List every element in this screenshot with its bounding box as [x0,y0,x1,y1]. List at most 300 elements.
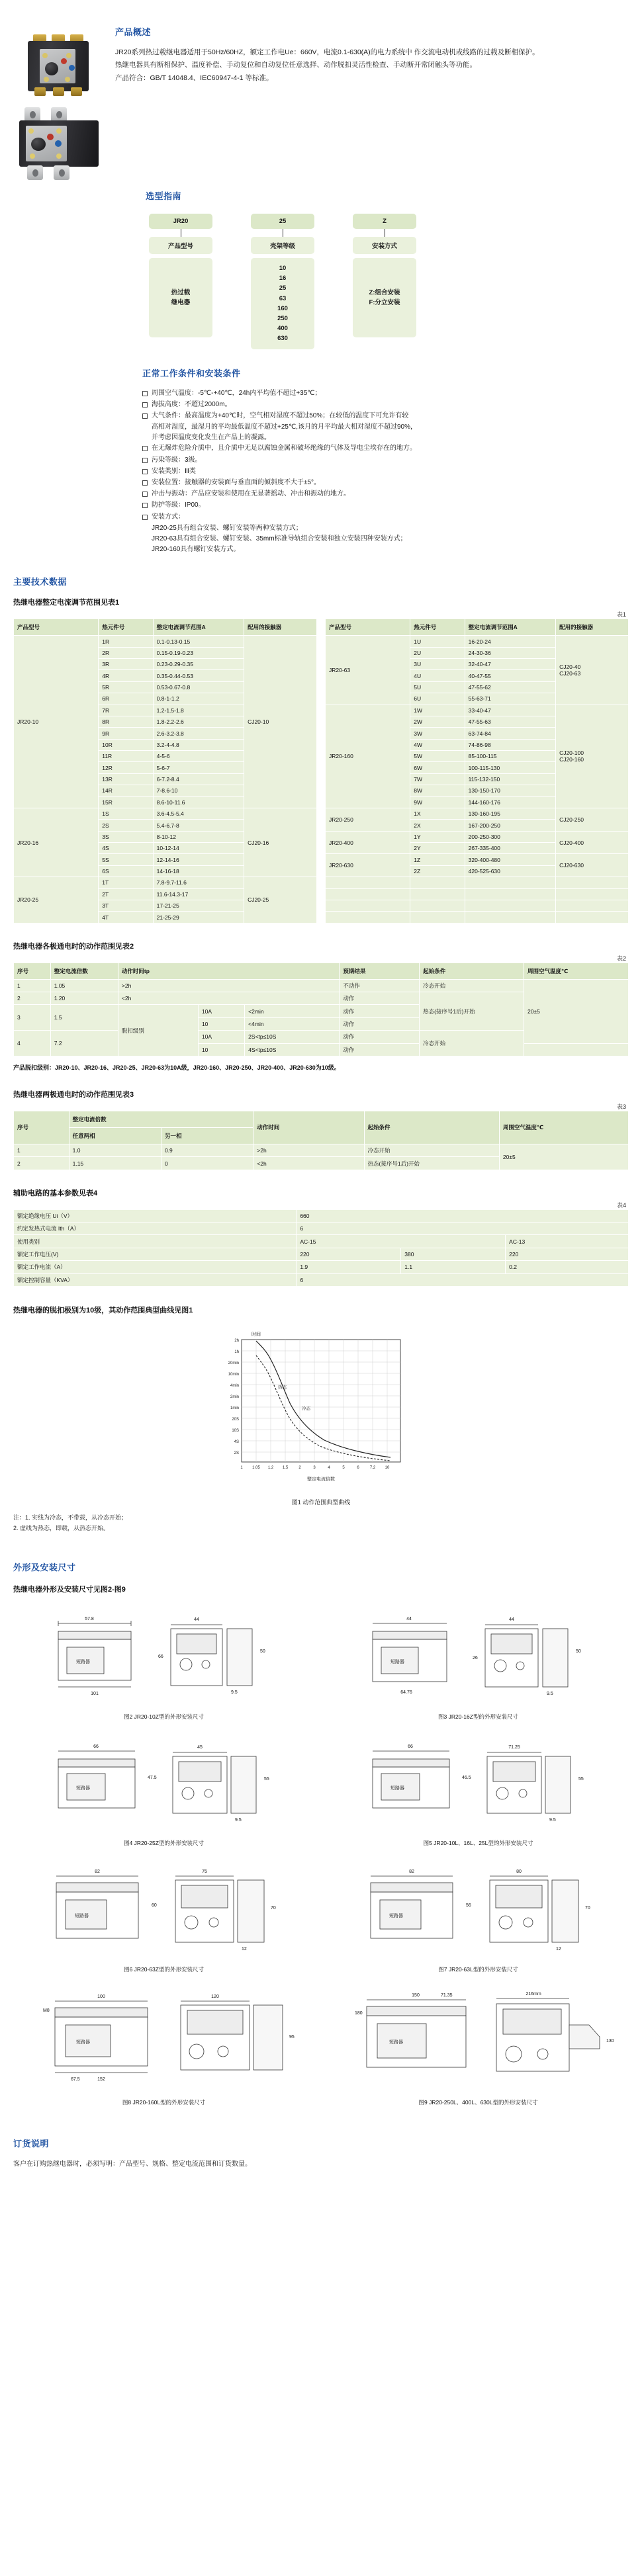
cell-current-range: 40-47-55 [465,670,555,681]
cell-current-range: 8-10-12 [153,831,244,842]
cell-element-no: 13R [99,773,153,785]
cell-current-range: 130-160-195 [465,808,555,819]
table3-caption: 热继电器两极通电时的动作范围见表3 [13,1090,134,1099]
curve-note: 注：1. 实线为冷态，不带载，从冷态开始； [13,1514,128,1521]
cell-element-no: 3S [99,831,153,842]
cell-no: 2 [14,1157,69,1170]
relay-photo-small [23,32,97,97]
cell-result: 动作 [340,1043,420,1056]
cell-element-no: 3U [410,659,465,670]
cell-param-value: 0.2 [506,1261,629,1273]
cell-empty [410,900,465,911]
svg-text:短路器: 短路器 [75,1659,90,1664]
svg-text:70: 70 [270,1905,276,1911]
table2-caption: 热继电器各极通电时的动作范围见表2 [13,942,134,951]
table1-wrapper [13,619,629,923]
table2-note: 产品脱扣级别：JR20-10、JR20-16、JR20-25、JR20-63为10A级，JR20-160、JR20-250、JR20-400、JR20-630为10级。 [13,1064,340,1071]
cell-current-range: 130-150-170 [465,785,555,796]
svg-text:7.2: 7.2 [369,1465,376,1470]
cell-element-no: 2Z [410,865,465,877]
cell-param-value: 1.9 [297,1261,401,1273]
fig4-caption: 图4 JR20-25Z型的外形安装尺寸 [124,1839,204,1846]
th-multiplier: 整定电流倍数 [69,1111,253,1127]
cell-current-range: 21-25-29 [153,912,244,923]
cell-current-range: 267-335-400 [465,843,555,854]
table-row [14,1223,629,1235]
th-ambient-temp: 周围空气温度℃ [499,1111,628,1144]
svg-text:4: 4 [328,1465,330,1470]
cell-current-range: 85-100-115 [465,751,555,762]
cell-current-range: 115-132-150 [465,773,555,785]
cell-current-range: 1.8-2.2-2.6 [153,716,244,727]
svg-text:75: 75 [201,1869,207,1874]
cell-time: <2h [253,1157,364,1170]
condition-text: 在无爆炸危险介质中，且介质中无足以腐蚀金属和破坏绝缘的气体及导电尘埃存在的地方。 [152,445,416,452]
cell-empty [410,877,465,888]
cell-element-no: 5U [410,681,465,693]
cell-element-no: 1Z [410,854,465,865]
dimension-figure-6 [13,1859,314,1973]
cell-current-range: 420-525-630 [465,865,555,877]
cell-param-label: 额定绝缘电压 Ui（V） [14,1209,297,1222]
condition-text: 大气条件：最高温度为+40℃时，空气相对湿度不超过50%；在较低的温度下可允许有较 [152,411,409,419]
overview-paragraph-3: 产品符合：GB/T 14048.4、IEC60947-4-1 等标准。 [115,73,273,82]
cell-param-value: 380 [401,1248,506,1260]
cell-no: 2 [14,992,51,1005]
cell-start: 冷态开始 [364,1144,499,1156]
overview-paragraph-1: JR20系列热过载继电器适用于50Hz/60HZ，额定工作电Ue：660V，电流0.1-630(A)的电力系统中 作交流电动机或线路的过载及断相保护。 [115,48,539,56]
fig9-drawing [343,1985,614,2091]
fig7-drawing [343,1859,614,1958]
curve-ylabel: 时间 [252,1332,261,1337]
table-header-row [14,1111,629,1127]
cell-element-no: 2T [99,888,153,900]
table-row-filler [326,877,629,888]
svg-text:57.8: 57.8 [84,1616,94,1621]
cell-no: 4 [14,1031,51,1056]
fig8-caption: 图8 JR20-160L型的外形安装尺寸 [122,2098,206,2106]
guide-options-model [149,258,212,337]
checkbox-icon [142,469,148,474]
product-overview-text [115,20,629,180]
cell-contactor: CJ20-100 CJ20-160 [556,705,629,808]
cell-no: 1 [14,1144,69,1156]
table4-section [0,1187,642,1287]
guide-column-frame [251,214,314,349]
guide-option: 400 [277,325,288,333]
curve-notes [13,1513,629,1534]
condition-item [142,400,629,410]
th-multiplier: 整定电流倍数 [50,963,118,979]
dimension-figure-3 [328,1606,629,1721]
cell-current-range: 0.35-0.44-0.53 [153,670,244,681]
cell-current-range: 7.8-9.7-11.6 [153,877,244,888]
cell-no: 1 [14,979,51,992]
cell-element-no: 5R [99,681,153,693]
cell-contactor: CJ20-630 [556,854,629,877]
cell-class-sub: 10A [198,1031,244,1043]
condition-subtext: JR20-25具有组合安装、螺钉安装等两种安装方式； [152,524,302,532]
curve-series-label-hot: 热态 [278,1385,287,1390]
checkbox-icon [142,446,148,451]
condition-text: 海拔高度：不超过2000m。 [152,400,232,408]
cell-element-no: 2U [410,647,465,658]
cell-model: JR20-250 [326,808,410,831]
cell-current-range: 144-160-176 [465,796,555,808]
cell-param-value: AC-13 [506,1235,629,1248]
th-other-phase: 另一相 [161,1127,253,1144]
curve-section [0,1304,642,1534]
svg-text:2min: 2min [230,1395,239,1399]
guide-option: F:分立安装 [369,299,400,306]
cell-empty [326,900,410,911]
working-conditions-section [0,349,642,556]
cell-contactor: CJ20-400 [556,831,629,854]
cell-current-range: 0.53-0.67-0.8 [153,681,244,693]
dimensions-caption: 热继电器外形及安装尺寸见图2-图9 [13,1585,126,1594]
selection-guide-section [0,180,642,349]
cell-other: 0 [161,1157,253,1170]
cell-current-range: 0.1-0.13-0.15 [153,636,244,647]
svg-text:1min: 1min [230,1406,239,1410]
th-operating-time: 动作时间 [253,1111,364,1144]
svg-text:10min: 10min [228,1372,239,1377]
checkbox-icon [142,503,148,508]
svg-text:短路器: 短路器 [75,2039,90,2045]
table-row [14,877,317,888]
cell-param-value: 6 [297,1223,629,1235]
order-title-real: 订货说明 [13,2138,50,2149]
table-row-filler [326,912,629,923]
guide-option: 160 [277,304,288,312]
th-contactor: 配用的接触器 [556,619,629,636]
condition-item [142,500,629,511]
cell-current-range: 6-7.2-8.4 [153,773,244,785]
cell-element-no: 1W [410,705,465,716]
table3-number: 表3 [616,1103,626,1110]
svg-text:1h: 1h [234,1350,239,1354]
cell-result: 动作 [340,1005,420,1017]
cell-element-no: 14R [99,785,153,796]
table-row [14,1144,629,1156]
condition-text: 污染等级：3级。 [152,456,202,464]
th-expected-result: 预期结果 [340,963,420,979]
cell-element-no: 7W [410,773,465,785]
order-text: 客户在订购热继电器时，必须写明：产品型号、规格、整定电流范围和订货数量。 [13,2160,252,2168]
svg-text:120: 120 [210,1994,219,1999]
svg-text:101: 101 [90,1691,99,1696]
cell-param-value: 1.1 [401,1261,506,1273]
cell-param-label: 额定工作电压(V) [14,1248,297,1260]
cell-class-sub: 10 [198,1043,244,1056]
overview-paragraph-2: 热继电器具有断相保护、温度补偿、手动复位和自动复位任意选择、动作脱扣灵活性检查、手动断开常闭触头等功能。 [115,61,477,69]
condition-item [142,478,629,488]
guide-option: 630 [277,335,288,343]
cell-element-no: 5S [99,854,153,865]
cell-current-range: 320-400-480 [465,854,555,865]
svg-text:20min: 20min [228,1361,239,1365]
guide-option: 继电器 [171,299,191,306]
condition-item [142,411,629,421]
svg-text:M8: M8 [42,2008,50,2013]
condition-item [142,512,629,523]
svg-text:67.5: 67.5 [70,2077,80,2082]
cell-element-no: 4T [99,912,153,923]
svg-text:12: 12 [555,1946,561,1952]
checkbox-icon [142,391,148,396]
cell-param-value: 220 [297,1248,401,1260]
svg-text:50: 50 [575,1649,581,1654]
th-contactor: 配用的接触器 [244,619,317,636]
th-range: 整定电流调节范围A [465,619,555,636]
fig7-caption: 图7 JR20-63L型的外形安装尺寸 [438,1965,518,1973]
cell-empty [465,888,555,900]
svg-text:82: 82 [408,1869,414,1874]
cell-time: <4min [245,1017,340,1030]
table1-number: 表1 [616,611,626,619]
cell-param-value: 660 [297,1209,629,1222]
cell-time: >2h [253,1144,364,1156]
dimensions-row-1 [13,1606,629,1721]
table-row [326,808,629,819]
svg-text:64.76: 64.76 [400,1690,412,1695]
cell-model: JR20-630 [326,854,410,877]
svg-text:80: 80 [516,1869,522,1874]
cell-param-value: AC-15 [297,1235,506,1248]
cell-param-label: 约定发热式电流 Ith（A） [14,1223,297,1235]
fig2-drawing [28,1606,300,1705]
cell-current-range: 74-86-98 [465,739,555,750]
svg-text:9.5: 9.5 [546,1691,553,1696]
svg-text:55: 55 [263,1776,269,1782]
condition-text: 冲击与振动：产品应安装和使用在无显著摇动、冲击和振动的地方。 [152,490,350,498]
cell-element-no: 1S [99,808,153,819]
condition-item [142,443,629,454]
svg-text:66: 66 [93,1744,99,1749]
cell-empty [326,877,410,888]
svg-text:44: 44 [193,1617,199,1622]
cell-current-range: 100-115-130 [465,762,555,773]
svg-text:26: 26 [472,1655,478,1660]
curve-figure [179,1325,463,1506]
table-row-filler [326,900,629,911]
condition-item [142,489,629,499]
conditions-title: 正常工作条件和安装条件 [142,368,241,378]
cell-model: JR20-160 [326,705,410,808]
cell-element-no: 9W [410,796,465,808]
guide-option: 63 [279,294,287,302]
guide-label-frame: 壳架等级 [251,237,314,254]
guide-option: 25 [279,284,287,292]
table4-number: 表4 [616,1201,626,1209]
cell-empty [556,912,629,923]
curve-note: 2. 虚线为热态，即载，从热态开始。 [13,1525,110,1532]
cell-current-range: 17-21-25 [153,900,244,911]
cell-current-range: 63-74-84 [465,728,555,739]
cell-time: 4S<tp≤10S [245,1043,340,1056]
guide-code-model: JR20 [149,214,212,229]
table-header-row [326,619,629,636]
fig8-drawing [28,1985,300,2091]
cell-multiplier: 1.5 [50,1005,118,1031]
guide-code-mounting: Z [353,214,416,229]
cell-element-no: 9R [99,728,153,739]
condition-subtext: JR20-160具有螺钉安装方式。 [152,546,240,554]
cell-empty [556,877,629,888]
condition-subtext: JR20-63具有组合安装、螺钉安装、35mm标准导轨组合安装和独立安装四种安装方式； [152,535,407,542]
svg-text:44: 44 [406,1616,412,1621]
cell-time: <2h [118,992,339,1005]
guide-label-model: 产品型号 [149,237,212,254]
table-header-row [14,619,317,636]
cell-current-range: 8.6-10-11.6 [153,796,244,808]
svg-text:短路器: 短路器 [74,1913,89,1918]
cell-element-no: 6S [99,865,153,877]
svg-text:5: 5 [342,1465,345,1470]
cell-current-range: 5-6-7 [153,762,244,773]
condition-text: 安装位置：接触器的安装面与垂直面的倾斜度不大于±5°。 [152,479,321,486]
svg-text:2S: 2S [234,1451,239,1455]
cell-element-no: 2W [410,716,465,727]
cell-element-no: 4S [99,843,153,854]
table4-body [14,1209,629,1286]
cell-time: 2S<tp≤10S [245,1031,340,1043]
svg-text:4min: 4min [230,1383,239,1388]
table-row [326,636,629,647]
table-row [326,854,629,865]
svg-text:50: 50 [259,1649,265,1654]
guide-options-mounting [353,258,416,337]
table-row [14,1248,629,1260]
cell-current-range: 3.6-4.5-5.4 [153,808,244,819]
cell-current-range: 167-200-250 [465,820,555,831]
cell-current-range: 47-55-62 [465,681,555,693]
cell-current-range: 3.2-4-4.8 [153,739,244,750]
cell-empty [410,888,465,900]
cell-any2: 1.15 [69,1157,161,1170]
cell-model: JR20-400 [326,831,410,854]
cell-start: 热态(接序号1后)开始 [420,992,524,1031]
checkbox-icon [142,413,148,419]
cell-element-no: 12R [99,762,153,773]
cell-element-no: 10R [99,739,153,750]
table2 [13,963,629,1056]
cell-element-no: 15R [99,796,153,808]
svg-text:短路器: 短路器 [390,1659,404,1664]
cell-element-no: 3W [410,728,465,739]
cell-element-no: 2R [99,647,153,658]
cell-element-no: 8W [410,785,465,796]
th-initial-condition: 起始条件 [364,1111,499,1144]
dimension-figure-5 [328,1733,629,1847]
cell-current-range: 47-55-63 [465,716,555,727]
table-header-row [14,963,629,979]
svg-text:9.5: 9.5 [230,1690,238,1695]
cell-temp: 20±5 [524,979,629,1043]
trip-curve-chart [179,1325,463,1490]
cell-element-no: 1Y [410,831,465,842]
cell-contactor: CJ20-250 [556,808,629,831]
svg-text:82: 82 [94,1869,100,1874]
cell-element-no: 3T [99,900,153,911]
cell-class-sub: 10A [198,1005,244,1017]
svg-text:47.5: 47.5 [147,1775,157,1780]
svg-text:短路器: 短路器 [389,1913,403,1918]
overview-title: 产品概述 [115,27,152,37]
dimension-figure-9 [328,1985,629,2106]
svg-text:10: 10 [385,1465,390,1470]
cell-current-range: 10-12-14 [153,843,244,854]
cell-param-label: 额定控制容量（KVA） [14,1273,297,1286]
cell-param-label: 额定工作电流（A） [14,1261,297,1273]
condition-subtext: 并考虑因温度变化发生在产品上的凝露。 [152,434,271,442]
guide-options-frame [251,258,314,349]
table-row [14,1261,629,1273]
selection-guide-title: 选型指南 [146,191,182,201]
cell-multiplier: 7.2 [50,1031,118,1056]
cell-result: 不动作 [340,979,420,992]
svg-text:56: 56 [465,1903,471,1908]
svg-text:70: 70 [584,1905,590,1911]
svg-text:1.2: 1.2 [267,1465,274,1470]
dimensions-section [0,1561,642,2106]
cell-start: 热态(接序号1后)开始 [364,1157,499,1170]
table-row [14,979,629,992]
cell-class-sub: 10 [198,1017,244,1030]
cell-multiplier: 1.20 [50,992,118,1005]
th-model: 产品型号 [326,619,410,636]
fig5-caption: 图5 JR20-10L、16L、25L型的外形安装尺寸 [423,1839,533,1846]
guide-column-model [149,214,212,349]
svg-text:短路器: 短路器 [389,2039,403,2045]
curve-figure-caption: 图1 动作范围典型曲线 [291,1498,351,1506]
guide-option: 250 [277,314,288,322]
guide-option: 16 [279,275,287,282]
th-element: 热元件号 [410,619,465,636]
cell-element-no: 6U [410,693,465,705]
svg-text:3: 3 [313,1465,316,1470]
technical-data-section [0,555,642,923]
condition-item [142,455,629,466]
svg-text:20S: 20S [232,1417,239,1422]
cell-start: 冷态开始 [420,1031,524,1056]
condition-item [142,388,629,399]
table1-left [13,619,317,923]
guide-code-frame: 25 [251,214,314,229]
th-range: 整定电流调节范围A [153,619,244,636]
cell-contactor: CJ20-25 [244,877,317,923]
cell-current-range: 2.6-3.2-3.8 [153,728,244,739]
fig3-caption: 图3 JR20-16Z型的外形安装尺寸 [438,1713,518,1720]
relay-photo-large [17,106,103,180]
selection-guide-columns [149,214,629,349]
fig2-caption: 图2 JR20-10Z型的外形安装尺寸 [124,1713,204,1720]
table-row [14,1235,629,1248]
guide-option: Z:组合安装 [369,288,400,296]
cell-trip-class: 脱扣级别 [118,1005,198,1056]
table4-caption: 辅助电路的基本参数见表4 [13,1189,98,1197]
table-row-filler [326,888,629,900]
cell-current-range: 14-16-18 [153,865,244,877]
cell-empty [465,900,555,911]
svg-text:9.5: 9.5 [549,1817,556,1823]
dimensions-row-3 [13,1859,629,1973]
checkbox-icon [142,458,148,463]
cell-element-no: 2X [410,820,465,831]
table1-caption: 热继电器整定电流调节范围见表1 [13,599,120,607]
cell-temp-filler [524,1043,629,1056]
cell-any2: 1.0 [69,1144,161,1156]
